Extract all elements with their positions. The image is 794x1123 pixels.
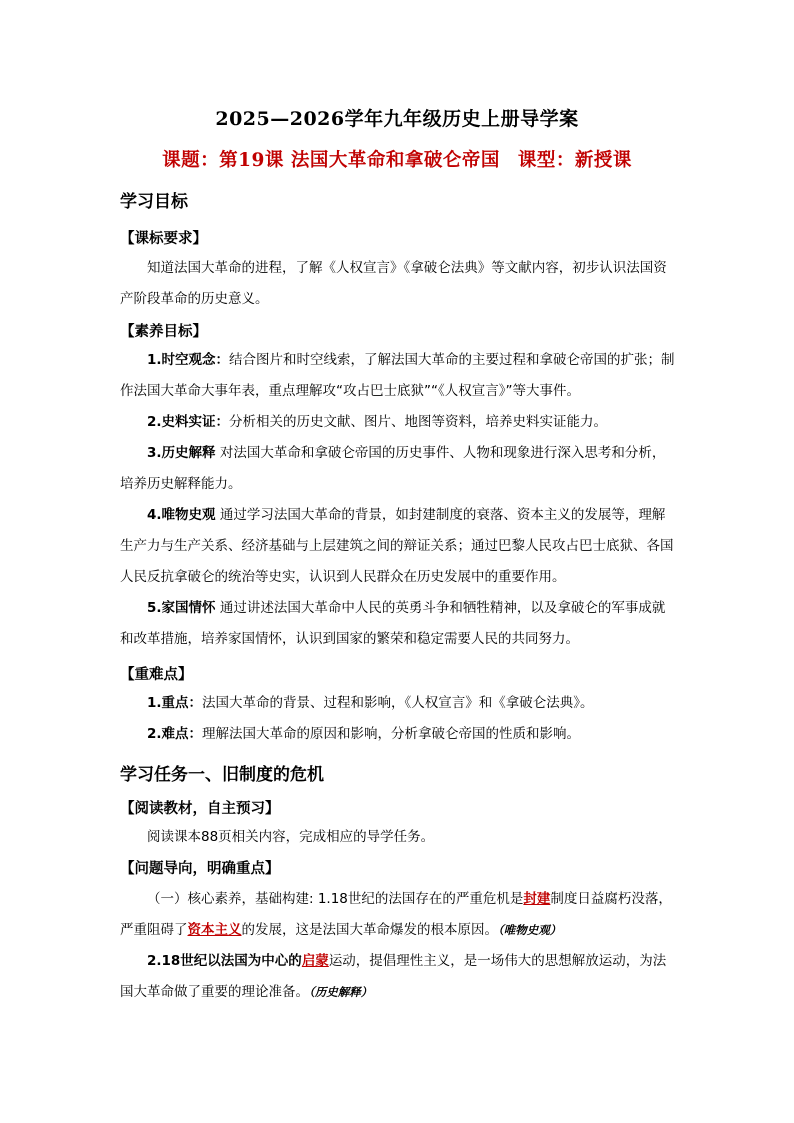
keypoints-list xyxy=(120,688,678,750)
keypoint-item: 2.难点：理解法国大革命的原因和影响，分析拿破仑帝国的性质和影响。 xyxy=(147,726,581,742)
curriculum-label: 【课标要求】 xyxy=(120,231,207,247)
keypoints-label: 【重难点】 xyxy=(120,667,193,683)
question-list xyxy=(120,884,678,1008)
lesson-subtitle xyxy=(0,146,794,172)
literacy-tag: （历史解释） xyxy=(309,985,373,999)
question-2: 2.18世纪以法国为中心的启蒙运动，提倡理性主义，是一场伟大的思想解放运动，为法国大革命做了重要的理论准备。（历史解释） xyxy=(120,953,667,1000)
literacy-item: 4.唯物史观 通过学习法国大革命的背景，如封建制度的衰落、资本主义的发展等，理解生产力与生产关系、经济基础与上层建筑之间的辩证关系；通过巴黎人民攻占巴士底狱、各国人民反抗拿破仑的统治等史实，认识到人民群众在历史发展中的重要作用。 xyxy=(120,507,674,585)
answer-blank: 启蒙 xyxy=(301,953,329,969)
literacy-item: 1.时空观念：结合图片和时空线索，了解法国大革命的主要过程和拿破仑帝国的扩张；制作法国大革命大事年表，重点理解攻“攻占巴士底狱”“《人权宣言》”等大事件。 xyxy=(120,352,675,399)
literacy-item: 3.历史解释 对法国大革命和拿破仑帝国的历史事件、人物和现象进行深入思考和分析，培养历史解释能力。 xyxy=(120,445,666,492)
keypoint-item: 1.重点：法国大革命的背景、过程和影响，《人权宣言》和《拿破仑法典》。 xyxy=(147,695,594,711)
task1-heading: 学习任务一、旧制度的危机 xyxy=(120,765,324,785)
lesson-type: 课型：新授课 xyxy=(517,150,632,171)
section-heading-objectives: 学习目标 xyxy=(120,192,188,212)
reading-label: 【阅读教材，自主预习】 xyxy=(120,801,280,817)
literacy-item: 5.家国情怀 通过讲述法国大革命中人民的英勇斗争和牺牲精神，以及拿破仑的军事成就和改革措施，培养家国情怀，认识到国家的繁荣和稳定需要人民的共同努力。 xyxy=(120,600,666,647)
literacy-list xyxy=(120,345,678,655)
literacy-label: 【素养目标】 xyxy=(120,324,207,340)
curriculum-text: 知道法国大革命的进程，了解《人权宣言》《拿破仑法典》等文献内容，初步认识法国资产阶段革命的历史意义。 xyxy=(120,260,667,307)
question-1: （一）核心素养，基础构建: 1.18世纪的法国存在的严重危机是封建制度日益腐朽没落，严重阻碍了资本主义的发展，这是法国大革命爆发的根本原因。（唯物史观） xyxy=(120,891,672,938)
answer-blank: 资本主义 xyxy=(187,922,242,938)
answer-blank: 封建 xyxy=(523,891,551,907)
document-title: 2025—2026学年九年级历史上册导学案 xyxy=(215,108,579,130)
reading-text: 阅读课本88页相关内容，完成相应的导学任务。 xyxy=(147,829,435,845)
literacy-item: 2.史料实证：分析相关的历史文献、图片、地图等资料，培养史料实证能力。 xyxy=(147,414,608,430)
literacy-tag: （唯物史观） xyxy=(498,923,562,937)
questions-label: 【问题导向，明确重点】 xyxy=(120,861,280,877)
lesson-name: 课题：第19课 法国大革命和拿破仑帝国 xyxy=(162,150,500,171)
